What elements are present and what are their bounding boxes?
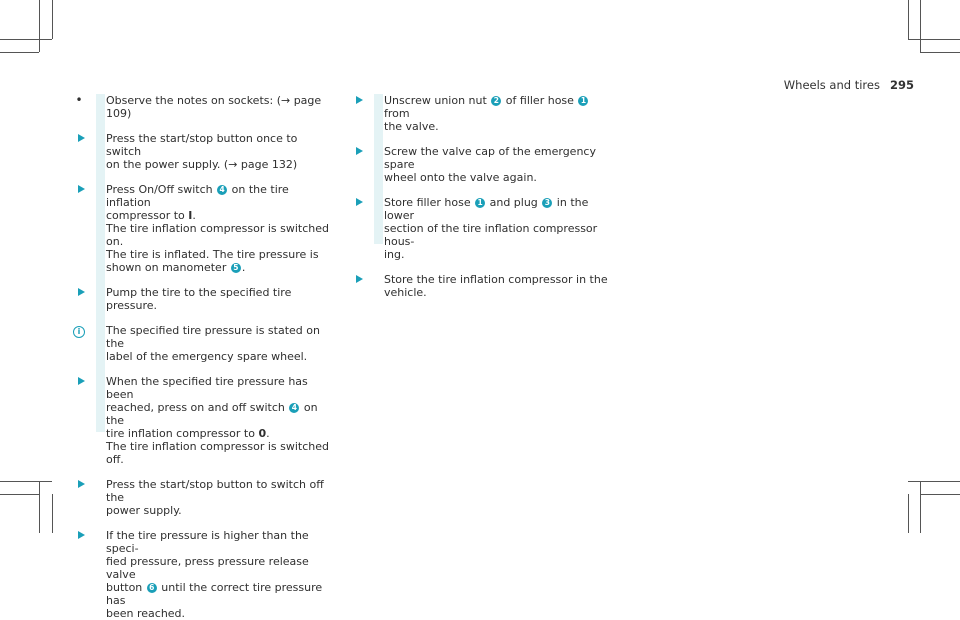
item-text (106, 94, 330, 120)
right-column (350, 94, 608, 299)
step-item (72, 478, 330, 517)
item-text (384, 196, 608, 261)
text-line: The specified tire pressure is stated on the (106, 324, 320, 350)
text-line: wheel onto the valve again. (384, 171, 537, 184)
item-text (106, 286, 330, 312)
text-line: fied pressure, press pressure release valve (106, 555, 309, 581)
text-line: Store the tire inflation compressor in the (384, 273, 608, 286)
left-column (72, 94, 330, 620)
text-line: The tire is inflated. The tire pressure is (106, 248, 319, 261)
step-arrow-icon (356, 96, 363, 104)
step-arrow-icon (78, 480, 85, 488)
crop-mark (920, 52, 960, 53)
text-line: label of the emergency spare wheel. (106, 350, 308, 363)
text-line: the valve. (384, 120, 439, 133)
item-text (106, 324, 330, 363)
text-line: power supply. (106, 504, 182, 517)
page-number: 295 (889, 78, 914, 92)
crop-mark (908, 494, 909, 533)
callout-number: 4 (289, 403, 299, 413)
step-item (72, 286, 330, 312)
text-line: vehicle. (384, 286, 427, 299)
item-text (384, 273, 608, 299)
step-item (350, 94, 608, 133)
text-line: compressor to I. (106, 209, 196, 222)
step-arrow-icon (78, 377, 85, 385)
crop-mark (39, 0, 40, 52)
callout-number: 5 (231, 263, 241, 273)
info-note (72, 324, 330, 363)
step-item (72, 183, 330, 274)
text-line: on the power supply. (→ page 132) (106, 158, 298, 171)
crop-mark (908, 0, 909, 39)
item-text (384, 94, 608, 133)
callout-number: 6 (147, 583, 157, 593)
text-line: The tire inflation compressor is switched on. (106, 222, 330, 248)
text-line: When the specified tire pressure has been (106, 375, 308, 401)
switch-position: I (188, 209, 193, 222)
step-arrow-icon (78, 134, 85, 142)
text-line: tire inflation compressor to 0. (106, 427, 270, 440)
info-icon: i (73, 326, 85, 338)
item-text (106, 132, 330, 171)
item-text (106, 183, 330, 274)
crop-mark (52, 0, 53, 39)
text-line: Screw the valve cap of the emergency spare (384, 145, 596, 171)
item-text (106, 375, 330, 466)
crop-mark (920, 481, 921, 533)
callout-number: 3 (542, 198, 552, 208)
item-text (106, 529, 330, 620)
crop-mark (920, 0, 921, 52)
text-line: Press On/Off switch 4 on the tire inflation (106, 183, 289, 209)
switch-position: 0 (258, 427, 267, 440)
text-line: Observe the notes on sockets: (→ page 109) (106, 94, 322, 120)
callout-number: 2 (491, 96, 501, 106)
text-line: shown on manometer 5 . (106, 261, 246, 274)
callout-number: 1 (578, 96, 588, 106)
section-title: Wheels and tires (783, 78, 880, 92)
text-line: The tire inflation compressor is switched off. (106, 440, 330, 466)
text-line: ing. (384, 248, 405, 261)
bullet-item (72, 94, 330, 120)
crop-mark (0, 494, 39, 495)
crop-mark (0, 39, 52, 40)
item-text (106, 478, 330, 517)
item-text (384, 145, 608, 184)
text-line: Pump the tire to the specified tire pressure. (106, 286, 292, 312)
text-line: Unscrew union nut 2 of filler hose 1 from (384, 94, 608, 120)
crop-mark (0, 481, 52, 482)
crop-mark (0, 52, 39, 53)
text-line: Store filler hose 1 and plug 3 in the lower (384, 196, 589, 222)
step-arrow-icon (356, 198, 363, 206)
step-arrow-icon (356, 275, 363, 283)
crop-mark (920, 494, 960, 495)
text-line: button 6 until the correct tire pressure has (106, 581, 323, 607)
callout-number: 4 (217, 185, 227, 195)
crop-mark (39, 481, 40, 533)
step-arrow-icon (78, 185, 85, 193)
text-line: If the tire pressure is higher than the speci- (106, 529, 309, 555)
step-item (350, 273, 608, 299)
crop-mark (908, 481, 960, 482)
text-line: Press the start/stop button to switch off the (106, 478, 324, 504)
page-header (784, 78, 914, 92)
callout-number: 1 (475, 198, 485, 208)
step-arrow-icon (78, 288, 85, 296)
step-item (72, 375, 330, 466)
step-item (350, 145, 608, 184)
text-line: Press the start/stop button once to switch (106, 132, 298, 158)
text-line: section of the tire inflation compressor hous- (384, 222, 598, 248)
text-line: reached, press on and off switch 4 on the (106, 401, 318, 427)
crop-mark (52, 494, 53, 533)
step-item (72, 132, 330, 171)
step-arrow-icon (356, 147, 363, 155)
step-arrow-icon (78, 531, 85, 539)
bullet-icon: • (75, 93, 83, 107)
text-line: been reached. (106, 607, 186, 620)
step-item (350, 196, 608, 261)
step-item (72, 529, 330, 620)
crop-mark (908, 39, 960, 40)
